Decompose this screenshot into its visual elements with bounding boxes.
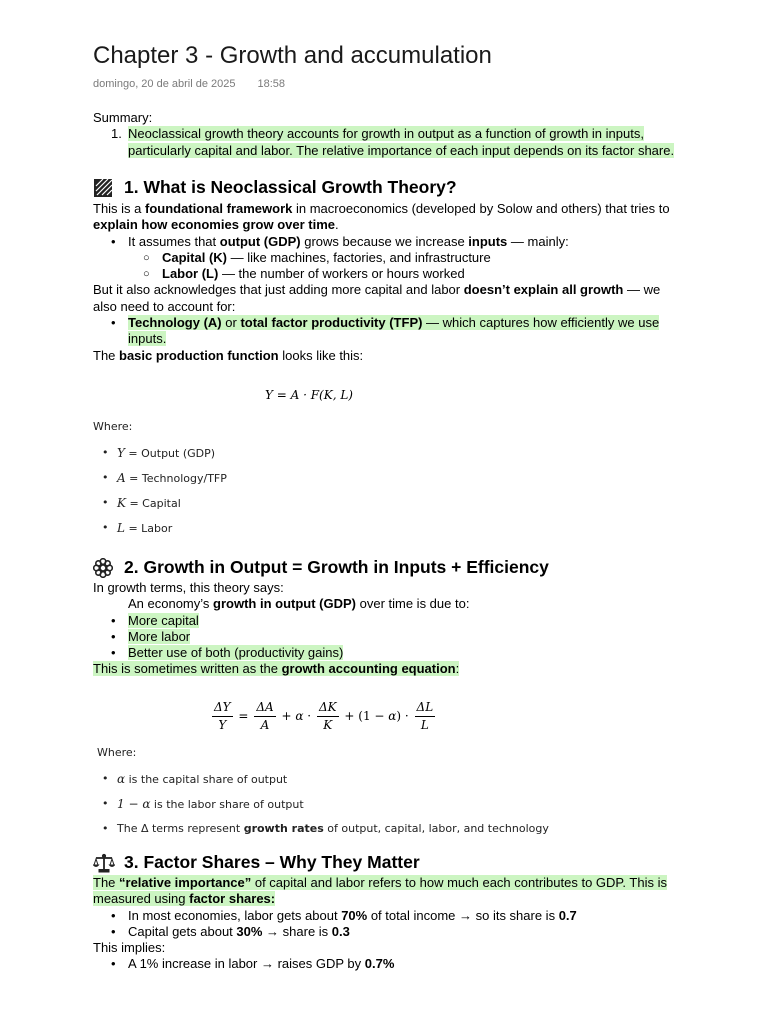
math-symbol: A — [117, 471, 126, 485]
section-3-heading — [93, 852, 420, 873]
text-bold: total factor productivity (TFP) — [240, 315, 423, 331]
paragraph: This implies: — [93, 940, 166, 956]
list-item — [93, 613, 683, 629]
text-bold: 0.3 — [331, 923, 350, 939]
text: Capital gets about — [128, 923, 237, 939]
text-bold: growth in output (GDP) — [213, 596, 356, 612]
page-meta — [93, 78, 285, 90]
section-2-heading — [93, 557, 549, 578]
paragraph — [93, 282, 683, 315]
text: — like machines, factories, and infrastructure — [227, 249, 491, 265]
gear-icon — [93, 558, 115, 578]
bullet: • — [102, 471, 109, 484]
bullet: • — [111, 956, 116, 972]
text: = Labor — [124, 522, 173, 535]
text-bold: Technology (A) — [128, 315, 222, 331]
math-symbol: Y — [117, 446, 125, 460]
list-item — [93, 908, 683, 924]
summary-block — [93, 110, 683, 159]
section-2-body — [93, 580, 683, 678]
bullet: • — [102, 496, 109, 509]
growth-accounting-equation: $\frac{\Delta Y}{Y}$ = $\frac{\Delta A}{A}$ + α · $\frac{\Delta K}{K}$ + (1 − α) · $\frac{\Delta L}{L}$ — [214, 700, 434, 732]
bullet: • — [111, 923, 116, 939]
section-1-definitions — [93, 420, 227, 535]
circle-bullet: ○ — [143, 268, 150, 281]
section-1-title: 1. What is Neoclassical Growth Theory? — [124, 177, 457, 197]
paragraph — [93, 201, 683, 234]
math-symbol: 1 − α — [117, 797, 151, 811]
where-label: Where: — [93, 420, 133, 433]
summary-item-text: Neoclassical growth theory accounts for growth in output as a function of growth in inputs, particularly capital and labor. The relative importance of each input depends on its factor share. — [128, 126, 675, 158]
bullet: • — [111, 315, 116, 331]
section-1-heading — [93, 177, 457, 198]
text: — the number of workers or hours worked — [218, 266, 465, 282]
text: looks like this: — [278, 347, 364, 363]
text: or — [221, 315, 241, 331]
page-title: Chapter 3 - Growth and accumulation — [93, 42, 492, 69]
bullet: • — [111, 907, 116, 923]
text: of total income → so its share is — [367, 907, 559, 923]
text: = Output (GDP) — [124, 447, 216, 460]
list-number: 1. — [111, 126, 122, 142]
list-item — [93, 234, 683, 250]
text: This is a — [93, 201, 146, 216]
text-bold: 30% — [236, 923, 263, 939]
list-item — [93, 924, 683, 940]
bullet: • — [111, 645, 116, 661]
text: : — [455, 661, 460, 677]
paragraph-indented — [93, 596, 683, 612]
text-bold: explain how economies grow over time — [93, 217, 336, 233]
page-time: 18:58 — [257, 78, 286, 90]
text-bold: inputs — [468, 233, 508, 249]
text-bold: factor shares: — [189, 891, 276, 907]
bullet: • — [102, 772, 109, 785]
definition-item — [93, 822, 549, 835]
sub-list-item — [93, 250, 683, 266]
section-3-title: 3. Factor Shares – Why They Matter — [124, 852, 420, 872]
text: — which captures how efficiently we use inputs. — [128, 315, 660, 347]
math-symbol: α — [117, 772, 126, 786]
sub-list-item — [93, 266, 683, 282]
text-bold: 70% — [341, 907, 368, 923]
paragraph — [93, 875, 683, 908]
text: In most economies, labor gets about — [128, 907, 342, 923]
text-bold: doesn’t explain all growth — [463, 282, 624, 298]
text: A 1% increase in labor → raises GDP by — [128, 956, 365, 972]
definition-item — [93, 772, 549, 786]
list-item — [93, 629, 683, 645]
text-bold: Labor (L) — [162, 266, 219, 282]
text: More labor — [128, 628, 191, 644]
bullet: • — [111, 612, 116, 628]
balance-scale-icon — [93, 853, 115, 873]
text: is the capital share of output — [125, 773, 288, 786]
definition-item — [93, 521, 227, 535]
bullet: • — [111, 628, 116, 644]
math-symbol: L — [117, 521, 125, 535]
section-3-body — [93, 875, 683, 973]
text: The Δ terms represent — [117, 822, 244, 835]
text: The — [93, 347, 120, 363]
text-bold: 0.7 — [558, 907, 577, 923]
text-bold: “relative importance” — [119, 875, 252, 890]
text: Better use of both (productivity gains) — [128, 645, 344, 661]
text: An economy’s — [128, 596, 214, 612]
text: This is sometimes written as the — [93, 661, 282, 677]
summary-list-item — [93, 126, 683, 159]
paragraph — [93, 661, 683, 677]
paragraph: In growth terms, this theory says: — [93, 580, 284, 595]
text: = Capital — [125, 497, 181, 510]
summary-label: Summary: — [93, 110, 153, 125]
text-bold: basic production function — [119, 347, 279, 363]
text: — mainly: — [507, 233, 569, 249]
section-1-body — [93, 201, 683, 364]
text: = Technology/TFP — [125, 472, 227, 485]
section-2-definitions — [93, 746, 549, 835]
page-date: domingo, 20 de abril de 2025 — [93, 78, 236, 90]
where-label: Where: — [97, 746, 137, 759]
text: More capital — [128, 612, 199, 628]
notepad-icon — [93, 178, 115, 198]
definition-item — [93, 496, 227, 510]
bullet: • — [102, 797, 109, 810]
text-bold: output (GDP) — [219, 233, 301, 249]
text: But it also acknowledges that just adding more capital and labor — [93, 282, 464, 298]
bullet: • — [111, 233, 116, 249]
text-bold: foundational framework — [145, 201, 293, 216]
list-item — [93, 645, 683, 661]
paragraph — [93, 348, 683, 364]
text: . — [335, 217, 339, 233]
text-bold: growth rates — [243, 822, 324, 835]
text: — we also need to account for: — [93, 282, 661, 314]
math-symbol: K — [117, 496, 126, 510]
bullet: • — [102, 446, 109, 459]
bullet: • — [102, 521, 109, 534]
text: of capital and labor refers to how much each contributes to GDP. This is measured using — [93, 875, 667, 907]
text-bold: 0.7% — [364, 956, 395, 972]
text: over time is due to: — [356, 596, 470, 612]
text: in macroeconomics (developed by Solow and others) that tries to — [292, 201, 670, 216]
section-2-title: 2. Growth in Output = Growth in Inputs + Efficiency — [124, 557, 549, 577]
text: The — [93, 875, 120, 890]
text: of output, capital, labor, and technology — [323, 822, 549, 835]
text: It assumes that — [128, 233, 220, 249]
list-item — [93, 315, 683, 348]
bullet: • — [102, 822, 109, 835]
definition-item — [93, 797, 549, 811]
text: → share is — [262, 923, 332, 939]
production-function-formula: Y = A · F(K, L) — [265, 388, 353, 402]
list-item — [93, 956, 683, 972]
text: is the labor share of output — [150, 798, 304, 811]
definition-item — [93, 446, 227, 460]
text-bold: growth accounting equation — [281, 661, 456, 677]
text: grows because we increase — [300, 233, 469, 249]
text-bold: Capital (K) — [162, 249, 227, 265]
circle-bullet: ○ — [143, 251, 150, 264]
definition-item — [93, 471, 227, 485]
